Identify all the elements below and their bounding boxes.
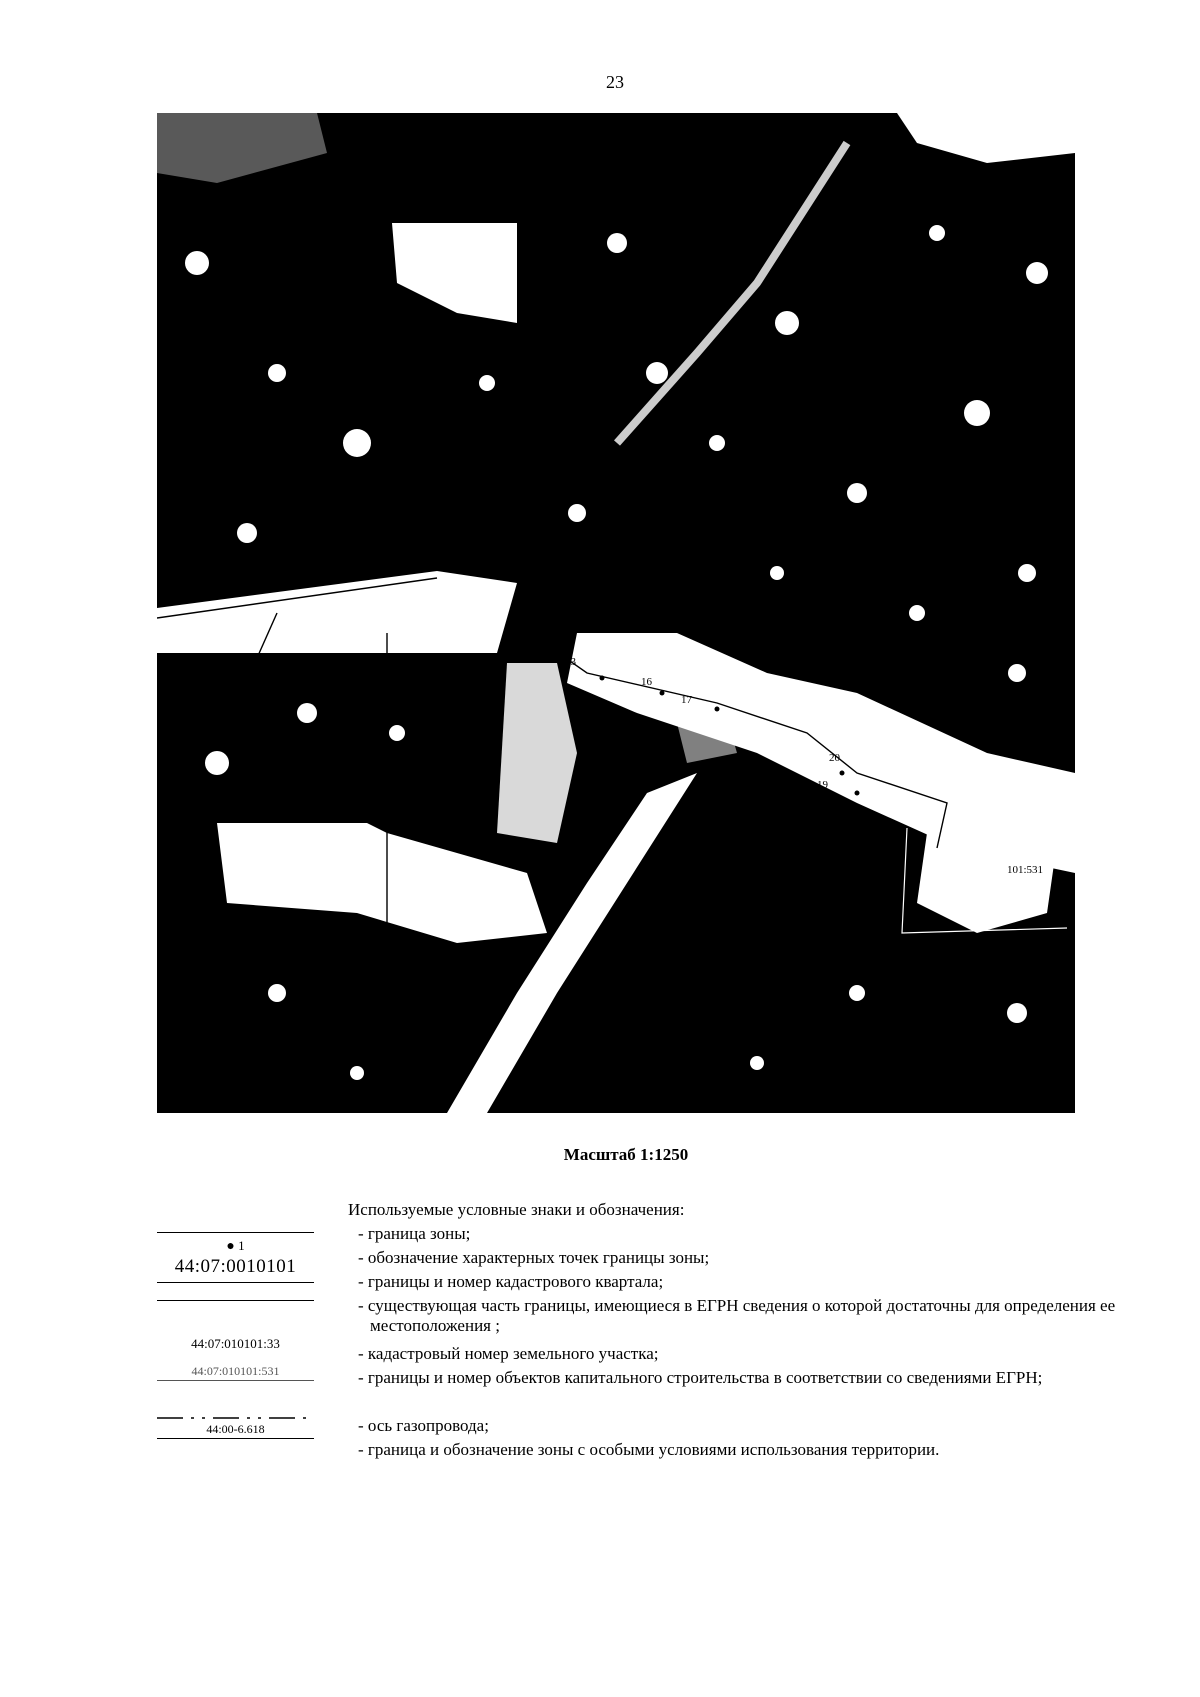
- legend-item-zone-boundary: - граница зоны;: [358, 1224, 471, 1243]
- legend-item-quarter: - границы и номер кадастрового квартала;: [358, 1272, 664, 1291]
- legend-item-building: - границы и номер объектов капитального строительства в соответствии со сведениями ЕГРН;: [358, 1368, 1043, 1387]
- quarter-symbol-label: 44:07:0010101: [174, 1256, 297, 1277]
- parcel-symbol-label: 44:07:010101:33: [191, 1336, 280, 1351]
- legend-title: Используемые условные знаки и обозначения:: [348, 1200, 685, 1219]
- building-symbol-line: [157, 1380, 314, 1381]
- point-symbol-label: 1: [238, 1238, 245, 1253]
- gas-pipeline-line: [157, 1415, 314, 1421]
- zone-boundary-symbol: [157, 1232, 314, 1233]
- legend-item-special-zone: - граница и обозначение зоны с особыми условиями использования территории.: [358, 1440, 940, 1459]
- special-zone-symbol-line: [157, 1438, 314, 1439]
- scale-label: Масштаб 1:1250: [563, 1145, 689, 1164]
- map-canvas: [157, 113, 1075, 1113]
- point-label: 20: [829, 752, 840, 764]
- orthophoto-map: [157, 113, 1075, 1113]
- point-label: 17: [681, 694, 692, 706]
- point-label: 16: [641, 676, 652, 688]
- building-symbol-label: 44:07:010101:531: [191, 1364, 280, 1378]
- legend-item-existing-boundary: - существующая часть границы, имеющиеся в ЕГРН сведения о которой достаточны для определения ее местоположения ;: [358, 1296, 1116, 1335]
- point-symbol: ● 1: [226, 1238, 245, 1254]
- point-label: 13: [565, 656, 576, 668]
- quarter-symbol-line: [157, 1282, 314, 1283]
- point-label: 44: [1062, 879, 1073, 891]
- special-zone-symbol-label: 44:00-6.618: [206, 1422, 265, 1436]
- legend-item-parcel-number: - кадастровый номер земельного участка;: [358, 1344, 659, 1363]
- legend-item-points: - обозначение характерных точек границы зоны;: [358, 1248, 710, 1267]
- point-label: 19: [817, 779, 828, 791]
- page-number: 23: [606, 72, 624, 92]
- existing-boundary-symbol: [157, 1300, 314, 1301]
- legend-item-gas-pipeline: - ось газопровода;: [358, 1416, 489, 1435]
- legend-symbols: [157, 1230, 317, 1450]
- building-number-label: 101:531: [1007, 864, 1044, 876]
